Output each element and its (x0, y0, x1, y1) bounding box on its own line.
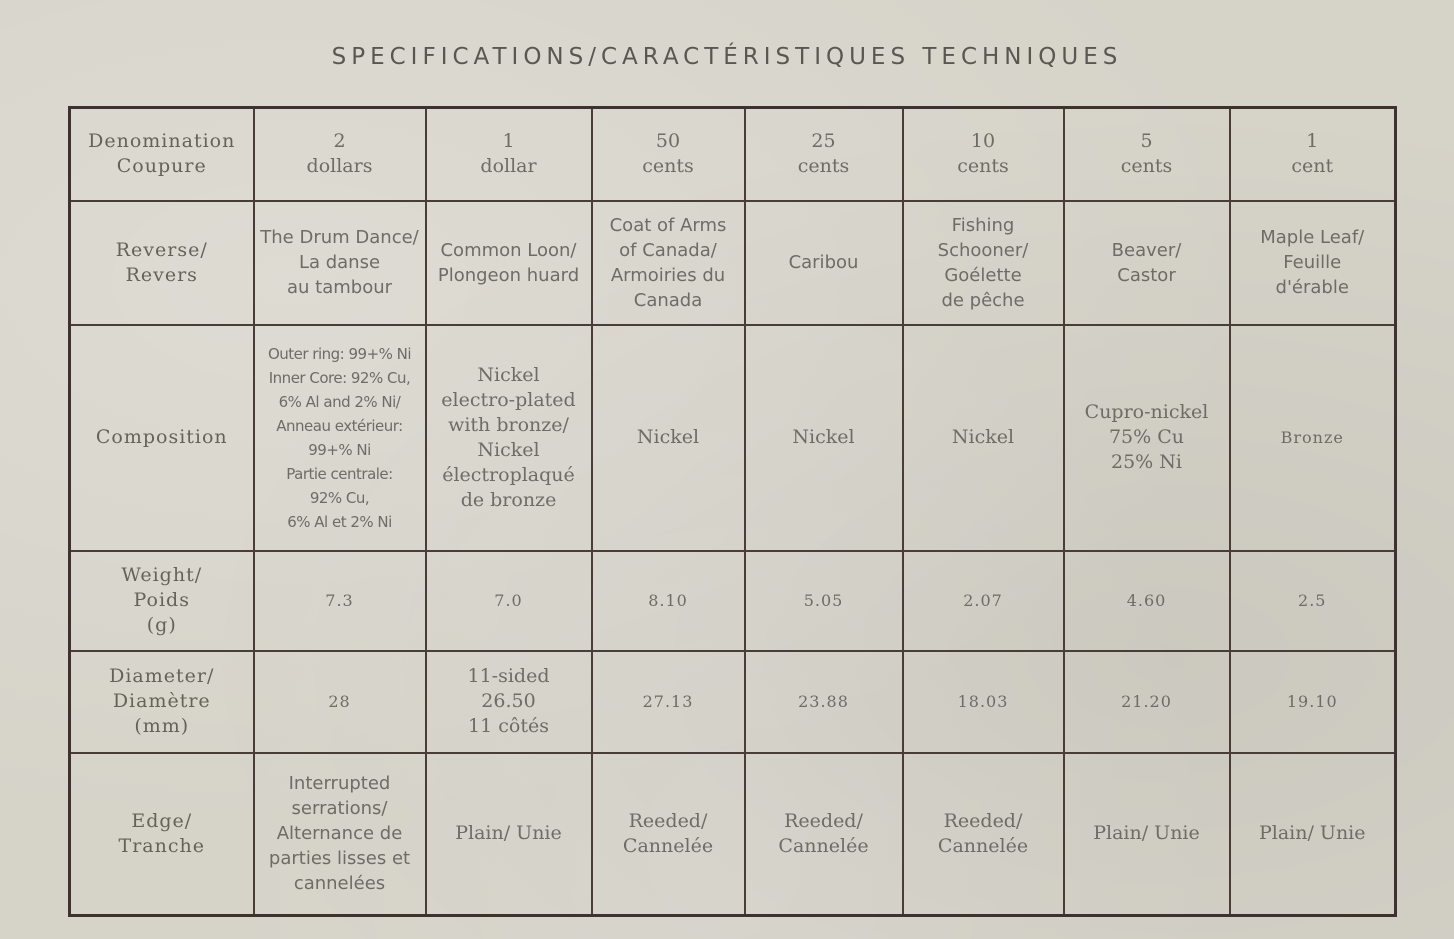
cell-denomination-1-cent: 1 cent (1230, 108, 1396, 201)
cell-weight-10-cents: 2.07 (903, 551, 1064, 651)
cell-reverse-1-dollar: Common Loon/ Plongeon huard (426, 201, 592, 325)
cell-weight-50-cents: 8.10 (592, 551, 745, 651)
table-row-denomination (70, 108, 1396, 201)
cell-reverse-10-cents: Fishing Schooner/ Goélette de pêche (903, 201, 1064, 325)
cell-diameter-10-cents: 18.03 (903, 651, 1064, 753)
table-row-diameter (70, 651, 1396, 753)
cell-edge-1-cent: Plain/ Unie (1230, 753, 1396, 916)
cell-reverse-2-dollars: The Drum Dance/ La danse au tambour (254, 201, 426, 325)
cell-diameter-1-cent: 19.10 (1230, 651, 1396, 753)
cell-composition-1-dollar: Nickel electro-plated with bronze/ Nickel électroplaqué de bronze (426, 325, 592, 551)
cell-reverse-50-cents: Coat of Arms of Canada/ Armoiries du Canada (592, 201, 745, 325)
cell-diameter-2-dollars: 28 (254, 651, 426, 753)
cell-edge-50-cents: Reeded/ Cannelée (592, 753, 745, 916)
row-header-edge: Edge/ Tranche (70, 753, 254, 916)
cell-diameter-25-cents: 23.88 (745, 651, 903, 753)
cell-composition-1-cent: Bronze (1230, 325, 1396, 551)
row-header-weight: Weight/ Poids (g) (70, 551, 254, 651)
cell-weight-2-dollars: 7.3 (254, 551, 426, 651)
cell-reverse-5-cents: Beaver/ Castor (1064, 201, 1230, 325)
row-header-denomination: Denomination Coupure (70, 108, 254, 201)
cell-weight-1-cent: 2.5 (1230, 551, 1396, 651)
cell-composition-50-cents: Nickel (592, 325, 745, 551)
cell-edge-5-cents: Plain/ Unie (1064, 753, 1230, 916)
cell-composition-25-cents: Nickel (745, 325, 903, 551)
cell-composition-5-cents: Cupro-nickel 75% Cu 25% Ni (1064, 325, 1230, 551)
cell-weight-1-dollar: 7.0 (426, 551, 592, 651)
row-header-diameter: Diameter/ Diamètre (mm) (70, 651, 254, 753)
table-row-reverse (70, 201, 1396, 325)
cell-denomination-25-cents: 25 cents (745, 108, 903, 201)
table-row-composition (70, 325, 1396, 551)
cell-weight-5-cents: 4.60 (1064, 551, 1230, 651)
cell-denomination-50-cents: 50 cents (592, 108, 745, 201)
row-header-composition: Composition (70, 325, 254, 551)
cell-diameter-1-dollar: 11-sided 26.50 11 côtés (426, 651, 592, 753)
cell-denomination-5-cents: 5 cents (1064, 108, 1230, 201)
cell-edge-1-dollar: Plain/ Unie (426, 753, 592, 916)
cell-reverse-1-cent: Maple Leaf/ Feuille d'érable (1230, 201, 1396, 325)
cell-composition-10-cents: Nickel (903, 325, 1064, 551)
cell-reverse-25-cents: Caribou (745, 201, 903, 325)
cell-diameter-5-cents: 21.20 (1064, 651, 1230, 753)
cell-composition-2-dollars: Outer ring: 99+% Ni Inner Core: 92% Cu, 6% Al and 2% Ni/ Anneau extérieur: 99+% Ni Partie centrale: 92% Cu, 6% Al et 2% Ni (254, 325, 426, 551)
cell-denomination-2-dollars: 2 dollars (254, 108, 426, 201)
cell-weight-25-cents: 5.05 (745, 551, 903, 651)
cell-denomination-1-dollar: 1 dollar (426, 108, 592, 201)
cell-edge-2-dollars: Interrupted serrations/ Alternance de parties lisses et cannelées (254, 753, 426, 916)
page-title: SPECIFICATIONS/CARACTÉRISTIQUES TECHNIQUES (331, 44, 1123, 70)
cell-denomination-10-cents: 10 cents (903, 108, 1064, 201)
table-row-edge (70, 753, 1396, 916)
cell-diameter-50-cents: 27.13 (592, 651, 745, 753)
cell-edge-10-cents: Reeded/ Cannelée (903, 753, 1064, 916)
row-header-reverse: Reverse/ Revers (70, 201, 254, 325)
specifications-table (68, 106, 1397, 917)
table-row-weight (70, 551, 1396, 651)
cell-edge-25-cents: Reeded/ Cannelée (745, 753, 903, 916)
